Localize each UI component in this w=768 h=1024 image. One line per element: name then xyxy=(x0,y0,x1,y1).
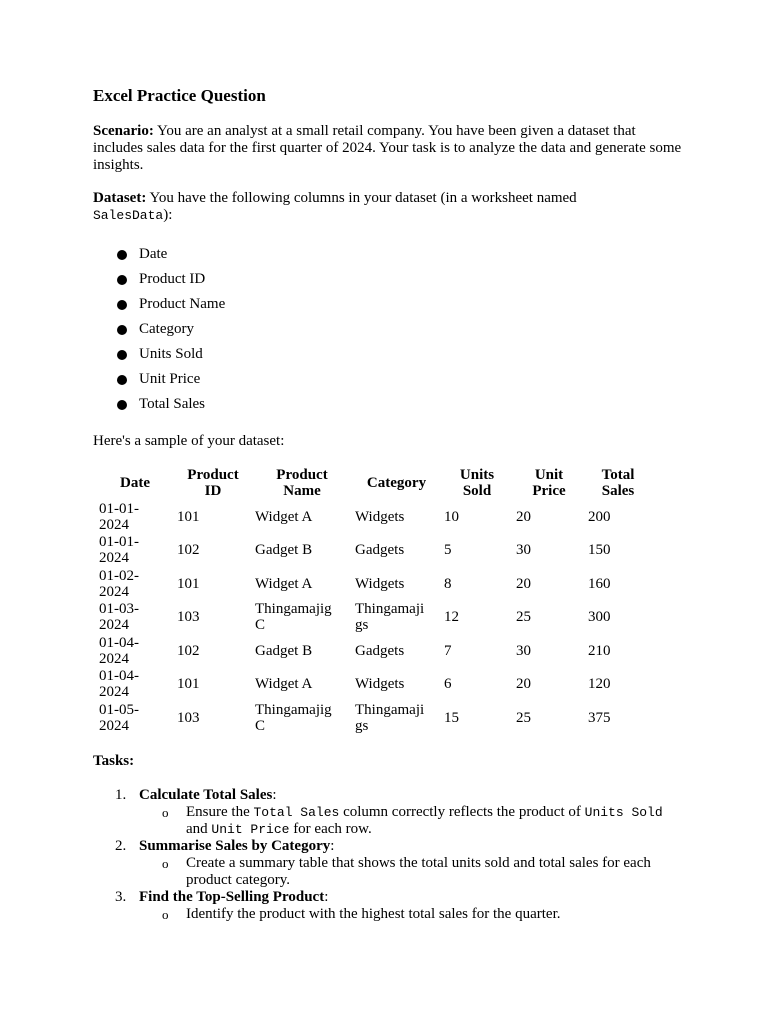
task-number: 3. xyxy=(115,889,127,905)
dataset-paragraph xyxy=(93,190,683,224)
table-row xyxy=(96,701,651,735)
list-item: Unit Price xyxy=(93,371,225,396)
table-cell: 101 xyxy=(177,575,200,592)
subtask-item: o Create a summary table that shows the total units sold and total sales for each product category. xyxy=(162,855,651,888)
task-item: 2. Summarise Sales by Category: o Create a summary table that shows the total units sold and total sales for each product category. xyxy=(93,838,693,889)
table-cell: 01-03- 2024 xyxy=(99,601,139,634)
column-list xyxy=(93,246,225,421)
table-cell: Thingamajig C xyxy=(255,701,332,734)
sample-table xyxy=(96,466,651,735)
table-cell: Thingamaji gs xyxy=(355,701,425,734)
table-cell: 150 xyxy=(588,542,611,559)
table-cell: 01-04- 2024 xyxy=(99,668,139,701)
table-cell: Widgets xyxy=(355,575,405,592)
task-number: 1. xyxy=(115,787,127,803)
column-header: Date xyxy=(120,475,150,491)
table-cell: 200 xyxy=(588,508,611,525)
list-item: Total Sales xyxy=(93,396,225,421)
table-cell: 10 xyxy=(444,508,459,525)
table-cell: 375 xyxy=(588,709,611,726)
table-cell: 01-04- 2024 xyxy=(99,634,139,667)
table-cell: 30 xyxy=(516,542,531,559)
code-term: Unit Price xyxy=(211,822,290,837)
task-number: 2. xyxy=(115,838,127,854)
table-header-row xyxy=(96,466,651,500)
list-item: Product Name xyxy=(93,296,225,321)
table-cell: 15 xyxy=(444,709,459,726)
table-row xyxy=(96,567,651,601)
table-cell: Gadgets xyxy=(355,642,405,659)
table-cell: 103 xyxy=(177,609,200,626)
column-header: Units Sold xyxy=(459,467,495,499)
table-cell: 300 xyxy=(588,609,611,626)
code-term: Total Sales xyxy=(253,805,340,820)
table-cell: 25 xyxy=(516,709,531,726)
table-row xyxy=(96,500,651,534)
table-cell: 01-05- 2024 xyxy=(99,701,139,734)
task-title: Find the Top-Selling Product xyxy=(139,889,325,905)
table-row xyxy=(96,634,651,668)
table-cell: 12 xyxy=(444,609,459,626)
subtask-list xyxy=(139,855,693,889)
scenario-label: Scenario: xyxy=(93,123,154,139)
table-cell: 01-01- 2024 xyxy=(99,534,139,567)
column-header: Total Sales xyxy=(601,467,635,499)
page-title: Excel Practice Question xyxy=(93,86,266,105)
table-cell: Widget A xyxy=(255,508,313,525)
table-cell: 01-02- 2024 xyxy=(99,567,139,600)
scenario-text: You are an analyst at a small retail company. You have been given a dataset that includes sales data for the first quarter of 2024. Your task is to analyze the data and generate some insights. xyxy=(93,123,682,173)
table-cell: 20 xyxy=(516,508,531,525)
table-cell: Thingamajig C xyxy=(255,601,332,634)
table-cell: 6 xyxy=(444,676,452,693)
table-cell: 01-01- 2024 xyxy=(99,500,139,533)
scenario-paragraph xyxy=(93,123,683,174)
table-cell: Widgets xyxy=(355,676,405,693)
table-cell: Widgets xyxy=(355,508,405,525)
table-row xyxy=(96,534,651,568)
subtask-bullet: o xyxy=(162,805,169,820)
subtask-item: o Ensure the Total Sales column correctly reflects the product of Units Sold and Unit Price for each row. xyxy=(162,804,663,837)
table-cell: 7 xyxy=(444,642,452,659)
subtask-list xyxy=(139,804,693,838)
list-item: Date xyxy=(93,246,225,271)
code-term: Units Sold xyxy=(584,805,663,820)
list-item: Units Sold xyxy=(93,346,225,371)
task-title: Summarise Sales by Category xyxy=(139,838,331,854)
table-cell: 8 xyxy=(444,575,452,592)
table-cell: 25 xyxy=(516,609,531,626)
table-cell: 160 xyxy=(588,575,611,592)
task-item: 3. Find the Top-Selling Product: o Identify the product with the highest total sales for the quarter. xyxy=(93,889,693,923)
table-cell: Gadget B xyxy=(255,642,313,659)
column-header: Unit Price xyxy=(532,467,566,499)
dataset-label: Dataset: xyxy=(93,190,147,206)
table-cell: Gadget B xyxy=(255,542,313,559)
column-header: Product Name xyxy=(276,467,328,499)
table-cell: 103 xyxy=(177,709,200,726)
table-cell: Thingamaji gs xyxy=(355,601,425,634)
sheet-name: SalesData xyxy=(93,208,164,223)
table-cell: 101 xyxy=(177,508,200,525)
column-header: Category xyxy=(366,475,427,491)
sample-intro: Here's a sample of your dataset: xyxy=(93,433,285,449)
table-row xyxy=(96,601,651,635)
dataset-text-end: ): xyxy=(163,207,173,223)
subtask-bullet: o xyxy=(162,907,169,922)
table-cell: 210 xyxy=(588,642,611,659)
table-cell: Widget A xyxy=(255,575,313,592)
table-cell: 30 xyxy=(516,642,531,659)
list-item: Category xyxy=(93,321,225,346)
table-body xyxy=(96,500,651,735)
tasks-heading: Tasks: xyxy=(93,753,135,769)
column-header: Product ID xyxy=(187,467,239,499)
table-cell: 5 xyxy=(444,542,452,559)
table-cell: 102 xyxy=(177,642,200,659)
table-cell: 20 xyxy=(516,676,531,693)
subtask-bullet: o xyxy=(162,856,169,871)
table-cell: 102 xyxy=(177,542,200,559)
task-list xyxy=(93,787,693,923)
subtask-item: o Identify the product with the highest total sales for the quarter. xyxy=(162,906,561,922)
table-cell: Widget A xyxy=(255,676,313,693)
table-row xyxy=(96,668,651,702)
table-cell: 101 xyxy=(177,676,200,693)
task-item: 1. Calculate Total Sales: o Ensure the Total Sales column correctly reflects the product of Units Sold and Unit Price for each row. xyxy=(93,787,693,838)
subtask-list xyxy=(139,906,693,923)
table-cell: Gadgets xyxy=(355,542,405,559)
table-cell: 20 xyxy=(516,575,531,592)
task-title: Calculate Total Sales xyxy=(139,787,273,803)
list-item: Product ID xyxy=(93,271,225,296)
dataset-text: You have the following columns in your dataset (in a worksheet named xyxy=(149,190,577,206)
table-cell: 120 xyxy=(588,676,611,693)
